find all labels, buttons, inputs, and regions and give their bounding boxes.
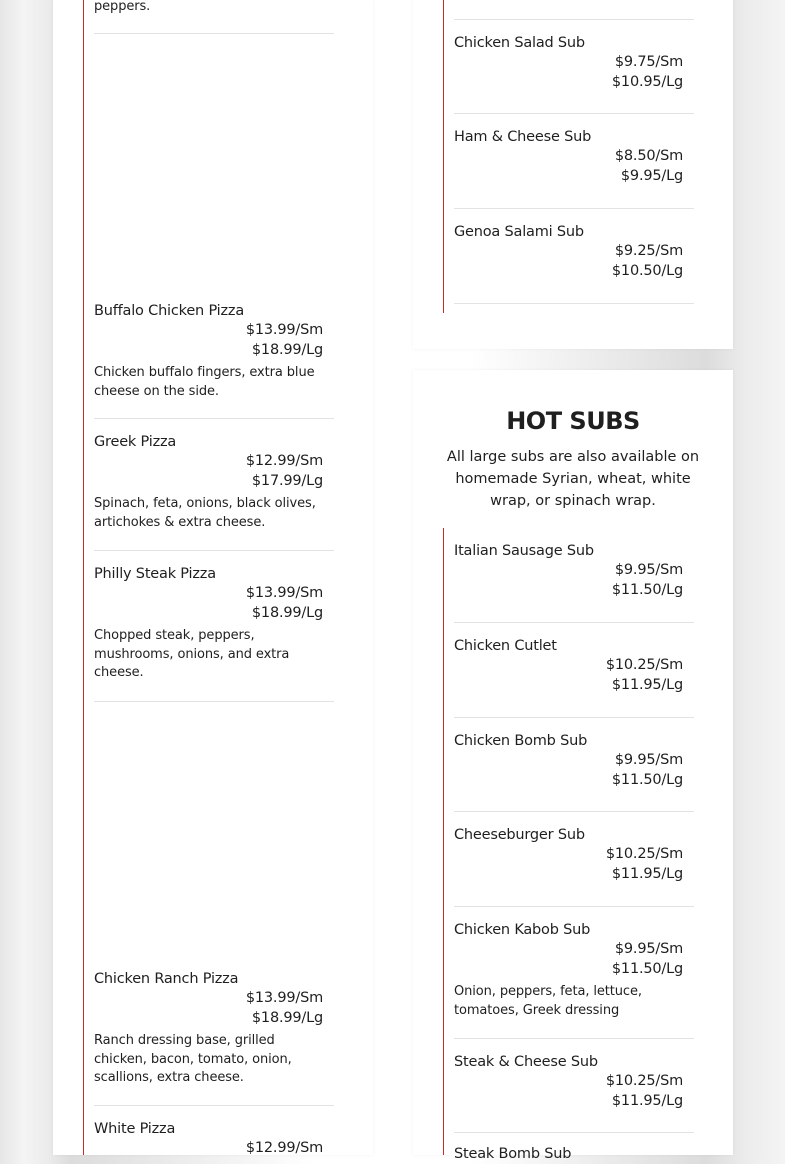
item-divider xyxy=(94,550,334,551)
item-price-large: $11.95/Lg xyxy=(611,1092,683,1109)
item-divider xyxy=(454,717,694,718)
menu-item xyxy=(94,301,323,401)
section-subtitle: All large subs are also available on homemade Syrian, wheat, white wrap, or spinach wrap. xyxy=(446,449,700,509)
accent-rule xyxy=(83,0,84,1155)
item-name: Chicken Kabob Sub xyxy=(454,922,591,938)
menu-item xyxy=(94,969,323,1088)
item-price-large: $18.99/Lg xyxy=(251,604,323,621)
item-price-large: $10.50/Lg xyxy=(611,262,683,279)
item-price-small: $9.95/Sm xyxy=(614,752,683,768)
item-name: Italian Sausage Sub xyxy=(454,543,594,559)
item-divider xyxy=(94,701,334,702)
menu-item xyxy=(454,1144,683,1164)
item-divider xyxy=(454,1132,694,1133)
item-price-small: $13.99/Sm xyxy=(245,585,323,601)
item-price-large: $11.50/Lg xyxy=(611,771,683,788)
menu-item xyxy=(454,33,683,92)
item-name: Philly Steak Pizza xyxy=(94,566,216,582)
item-name: Chicken Ranch Pizza xyxy=(94,971,239,987)
item-name: Genoa Salami Sub xyxy=(454,224,584,240)
item-divider xyxy=(454,208,694,209)
item-price-small: $9.25/Sm xyxy=(614,243,683,259)
item-price-small: $13.99/Sm xyxy=(245,322,323,338)
menu-item xyxy=(94,564,323,683)
item-price-large: $11.95/Lg xyxy=(611,865,683,882)
item-name: Buffalo Chicken Pizza xyxy=(94,303,245,319)
menu-item xyxy=(454,920,683,1020)
item-price-large: $11.95/Lg xyxy=(611,676,683,693)
item-description: Spinach, feta, onions, black olives, artichokes & extra cheese. xyxy=(94,496,316,530)
item-description: Onion, peppers, feta, lettuce, tomatoes, Greek dressing xyxy=(454,984,642,1018)
item-divider xyxy=(454,113,694,114)
item-price-large: $10.95/Lg xyxy=(611,73,683,90)
item-price-small: $9.95/Sm xyxy=(614,941,683,957)
item-name: White Pizza xyxy=(94,1121,176,1137)
item-name: Chicken Salad Sub xyxy=(454,35,585,51)
item-price-small: $13.99/Sm xyxy=(245,990,323,1006)
item-price-large: $11.50/Lg xyxy=(611,960,683,977)
item-price-small: $9.95/Sm xyxy=(614,562,683,578)
item-divider xyxy=(94,1105,334,1106)
item-price-small: $10.25/Sm xyxy=(605,657,683,673)
item-divider xyxy=(94,418,334,419)
item-divider xyxy=(454,303,694,304)
pizza-menu-card xyxy=(53,0,373,1155)
item-name: Ham & Cheese Sub xyxy=(454,129,592,145)
item-price-small: $10.25/Sm xyxy=(605,1073,683,1089)
menu-item xyxy=(454,127,683,186)
menu-item xyxy=(94,432,323,532)
item-name: Cheeseburger Sub xyxy=(454,827,585,843)
menu-item xyxy=(454,541,683,600)
item-name: Chicken Cutlet xyxy=(454,638,557,654)
item-divider xyxy=(454,19,694,20)
menu-item-fragment xyxy=(94,0,334,17)
item-price-large: $17.99/Lg xyxy=(251,472,323,489)
item-name: Steak & Cheese Sub xyxy=(454,1054,598,1070)
accent-rule xyxy=(443,528,444,1155)
item-description: Ranch dressing base, grilled chicken, bacon, tomato, onion, scallions, extra cheese. xyxy=(94,1033,292,1085)
item-description: Chopped steak, peppers, mushrooms, onions, and extra cheese. xyxy=(94,628,290,680)
cold-subs-card xyxy=(413,0,733,349)
accent-rule xyxy=(443,0,444,313)
menu-item xyxy=(454,731,683,790)
item-divider xyxy=(94,33,334,34)
item-price-small: $12.99/Sm xyxy=(245,453,323,469)
menu-item xyxy=(454,1052,683,1111)
menu-item xyxy=(94,1119,323,1159)
item-divider xyxy=(454,906,694,907)
item-price-large: $9.95/Lg xyxy=(620,167,683,184)
item-divider xyxy=(454,1038,694,1039)
menu-item xyxy=(454,825,683,884)
item-description: Chicken buffalo fingers, extra blue cheese on the side. xyxy=(94,365,315,399)
section-title: HOT SUBS xyxy=(506,407,640,435)
menu-item xyxy=(454,636,683,695)
item-divider xyxy=(454,622,694,623)
item-price-small: $9.75/Sm xyxy=(614,54,683,70)
item-name: Greek Pizza xyxy=(94,434,177,450)
item-name: Chicken Bomb Sub xyxy=(454,733,588,749)
hot-subs-card xyxy=(413,370,733,1162)
item-price-large: $18.99/Lg xyxy=(251,1009,323,1026)
item-price-large: $18.99/Lg xyxy=(251,341,323,358)
item-divider xyxy=(454,811,694,812)
item-price-large: $11.50/Lg xyxy=(611,581,683,598)
item-price-small: $8.50/Sm xyxy=(614,148,683,164)
item-name: Steak Bomb Sub xyxy=(454,1146,572,1162)
item-description: peppers. xyxy=(94,0,151,14)
menu-item xyxy=(454,222,683,281)
item-price-small: $12.99/Sm xyxy=(245,1140,323,1156)
item-price-small: $10.25/Sm xyxy=(605,846,683,862)
